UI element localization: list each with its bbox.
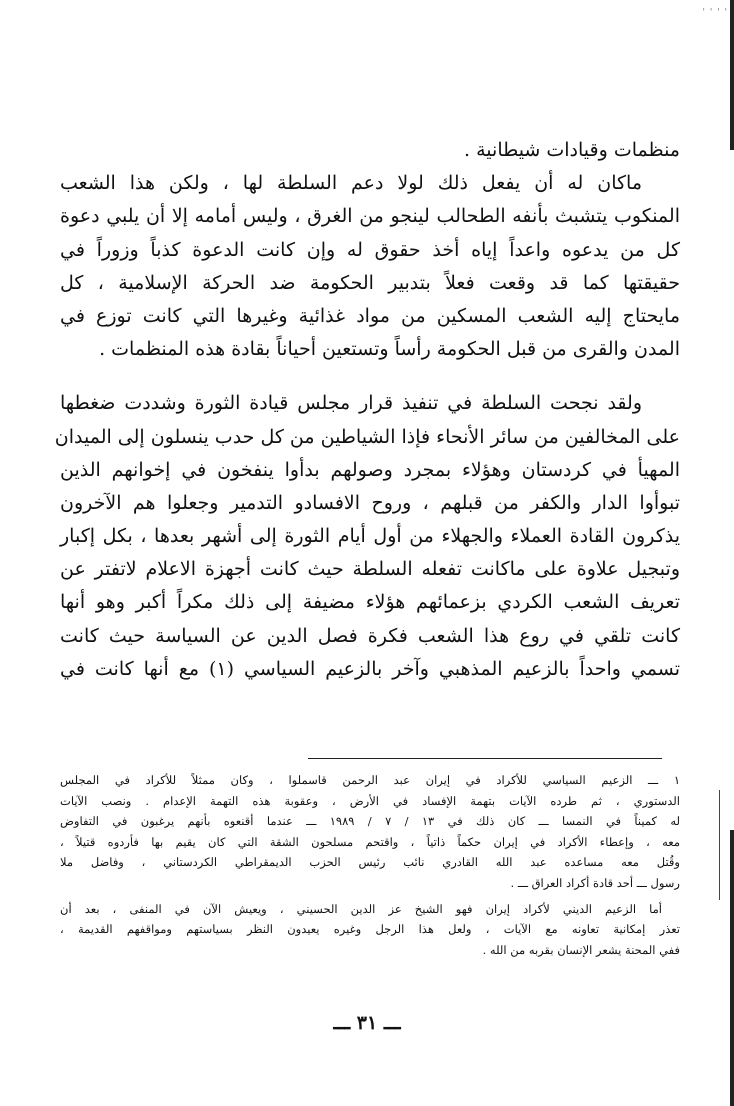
body-text — [54, 134, 680, 686]
paragraph-2 — [60, 167, 680, 366]
body-line: المدن والقرى من قبل الحكومة رأساً وتستعين أحياناً بقادة هذه المنظمات . — [99, 338, 680, 361]
footnote-line: رسول ـــ أحد قادة أكراد العراق ـــ . — [510, 875, 680, 890]
scan-edge-mark-bottom — [730, 830, 734, 1106]
footnote-line: ففي المحنة يشعر الإنسان بقربه من الله . — [482, 942, 680, 957]
body-line: المهيأ في كردستان وهؤلاء بمجرد وصولهم بدأوا ينفخون في إخوانهم الذين — [60, 458, 680, 481]
footnote-2 — [60, 899, 680, 961]
footnote-line: معه ، وإعطاء الأكراد في إيران حكماً ذاتياً ، واقتحم مسلحون الشقة التي كان يقيم بها فأردوه قتيلاً ، — [60, 834, 680, 849]
body-line: ماكان له أن يفعل ذلك لولا دعم السلطة لها ، ولكن هذا الشعب — [60, 172, 642, 195]
footnote-line: له كميناً في النمسا ـــ كان ذلك في ١٣ / ٧ / ١٩٨٩ ـــ عندما أقنعوه بأنهم يرغبون في التفاوض — [60, 814, 681, 829]
footnote-separator — [308, 758, 662, 759]
paragraph-1 — [60, 134, 680, 167]
body-line: على المخالفين من سائر الأنحاء فإذا الشياطين من كل حدب ينسلون إلى الميدان — [54, 425, 680, 448]
body-line: منظمات وقيادات شيطانية . — [464, 139, 680, 161]
paragraph-gap — [60, 366, 680, 387]
footnote-line: الدستوري ، ثم طرده الآيات بتهمة الإفساد في الأرض ، وعقوبة هذه التهمة الإعدام . ونصب الآيات — [60, 793, 680, 808]
footnote-line: أما الزعيم الديني لأكراد إيران فهو الشيخ عز الدين الحسيني ، ويعيش الآن في المنفى ، بعد أن — [60, 901, 662, 916]
margin-tick — [719, 790, 720, 900]
body-line: كل من يدعوه واعداً إياه أخذ حقوق له وإن كانت الدعوة كذباً وزوراً في — [60, 238, 680, 261]
body-line: حقيقتها كما قد وقعت فعلاً بتدبير الحكومة ضد الحركة الإسلامية ، كل — [60, 271, 680, 294]
body-line: يذكرون القادة العملاء والجهلاء من أول أيام الثورة إلى أشهر بعدها ، بكل إكبار — [60, 525, 680, 548]
footnote-1 — [60, 770, 680, 894]
footnotes — [60, 770, 680, 960]
paragraph-3 — [54, 387, 680, 686]
body-line: وتبجيل علاوة على ماكانت تفعله السلطة حيث كانت أجهزة الاعلام لاتفتر عن — [60, 558, 680, 581]
footnote-line: وقُتل معه مساعده عبد الله القادري نائب رئيس الحزب الديمقراطي الكردستاني ، وفاضل ملا — [60, 855, 680, 870]
footnote-line: تعذر إمكانية تعاونه مع الآيات ، ولعل هذا الرجل وغيره يعيدون النظر بسياستهم ومواقفهم القديمة ، — [60, 922, 680, 937]
body-line: مايحتاج إليه الشعب المسكين من مواد غذائية وغيرها التي كانت توزع في — [60, 304, 680, 327]
footnote-line: ١ ـــ الزعيم السياسي للأكراد في إيران عبد الرحمن قاسملوا ، وكان ممثلاً للأكراد في المجلس — [60, 773, 680, 787]
body-line: المنكوب يتشبث بأنفه الطحالب لينجو من الغرق ، وليس أمامه إلا أن يلبي دعوة — [60, 205, 680, 228]
scan-edge-mark-top — [730, 0, 734, 150]
body-line: كانت تلقي في روع هذا الشعب فكرة فصل الدين عن السياسة حيث كانت — [60, 624, 680, 647]
body-line: تسمي واحداً بالزعيم المذهبي وآخر بالزعيم السياسي (١) مع أنها كانت في — [60, 657, 680, 680]
page-number: ـــ ٣١ ـــ — [333, 1012, 401, 1034]
body-line: تبوأوا الدار والكفر من قبلهم ، وروح الافسادو التدمير وجعلوا هم الآخرون — [60, 491, 680, 514]
body-line: ولقد نجحت السلطة في تنفيذ قرار مجلس قيادة الثورة وشددت ضغطها — [60, 392, 642, 415]
body-line: تعريف الشعب الكردي بزعمائهم هؤلاء مضيفة إلى ذلك مكراً أكبر وهو أنها — [60, 591, 680, 614]
scan-corner-mark: ' ' ' ' — [702, 8, 728, 18]
